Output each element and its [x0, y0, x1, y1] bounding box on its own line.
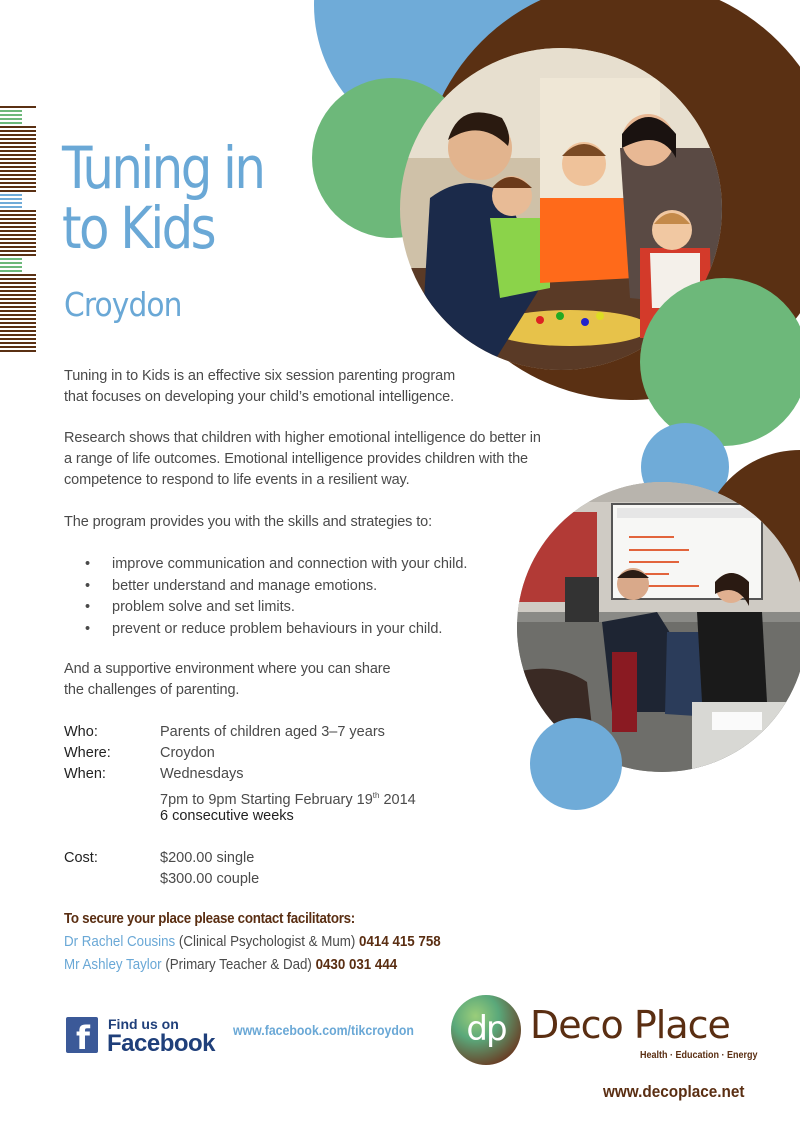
bullet-glyph: • [85, 577, 91, 594]
bullet-glyph: • [85, 556, 91, 572]
who-value: Parents of children aged 3–7 years [160, 724, 385, 740]
title-line-2: to Kids [62, 194, 215, 262]
intro-line-2: that focuses on developing your child’s emotional intelligence. [64, 389, 455, 405]
when-value-weeks: 6 consecutive weeks [160, 808, 294, 824]
bullet-glyph: • [85, 620, 91, 637]
research-line-1: Research shows that children with higher emotional intelligence do better in [64, 430, 541, 446]
list-item: • prevent or reduce problem behaviours in your child. [64, 619, 467, 641]
list-item: • problem solve and set limits. [64, 597, 467, 619]
logo-tagline: Health · Education · Energy [640, 1050, 758, 1061]
contact-role: (Clinical Psychologist & Mum) [175, 934, 360, 950]
contact-name: Dr Rachel Cousins [64, 934, 176, 950]
location-subtitle: Croydon [64, 285, 182, 324]
cost-single: $200.00 single [160, 850, 255, 866]
decor-circle-blue-bottom [530, 718, 622, 810]
facebook-icon-glyph: f [76, 1019, 90, 1057]
contact-rachel [64, 934, 441, 950]
when-label: When: [64, 766, 106, 782]
facebook-icon[interactable] [66, 1017, 98, 1057]
logo-name: Deco Place [530, 1003, 730, 1047]
contact-ashley [64, 957, 397, 973]
contact-phone[interactable]: 0414 415 758 [359, 934, 441, 950]
logo-mark: dp [466, 1009, 506, 1049]
contact-heading: To secure your place please contact facilitators: [64, 911, 355, 927]
list-item: • improve communication and connection with your child. [64, 554, 467, 576]
support-line-2: the challenges of parenting. [64, 682, 240, 698]
list-item: • better understand and manage emotions. [64, 576, 467, 598]
research-paragraph [64, 428, 541, 491]
decor-stripes [0, 106, 40, 354]
support-paragraph [64, 659, 390, 701]
support-line-1: And a supportive environment where you can share [64, 661, 391, 677]
when-value-time: 7pm to 9pm Starting February 19th 2014 [160, 791, 416, 808]
who-label: Who: [64, 724, 98, 740]
where-label: Where: [64, 745, 111, 761]
facebook-url-link[interactable]: www.facebook.com/tikcroydon [233, 1022, 414, 1038]
title-line-1: Tuning in [62, 134, 264, 202]
page-title [62, 134, 264, 262]
cost-couple: $300.00 couple [160, 871, 260, 887]
deco-place-logo-icon [451, 995, 521, 1065]
research-line-3: competence to respond to life events in a resilient way. [64, 472, 410, 488]
website-link[interactable]: www.decoplace.net [603, 1082, 745, 1101]
intro-paragraph [64, 366, 455, 408]
cost-label: Cost: [64, 850, 98, 866]
where-value: Croydon [160, 745, 215, 761]
when-value-day: Wednesdays [160, 766, 244, 782]
contact-role: (Primary Teacher & Dad) [161, 957, 316, 973]
facebook-brand: Facebook [107, 1030, 216, 1057]
research-line-2: a range of life outcomes. Emotional intelligence provides children with the [64, 451, 529, 467]
contact-name: Mr Ashley Taylor [64, 957, 162, 973]
decor-circle-green-right [640, 278, 800, 446]
facebook-find-us: Find us on [108, 1016, 179, 1032]
skills-intro: The program provides you with the skills and strategies to: [64, 514, 433, 530]
bullet-glyph: • [85, 599, 91, 615]
intro-line-1: Tuning in to Kids is an effective six session parenting program [64, 368, 456, 384]
contact-phone[interactable]: 0430 031 444 [315, 957, 398, 973]
skills-list [64, 554, 467, 640]
